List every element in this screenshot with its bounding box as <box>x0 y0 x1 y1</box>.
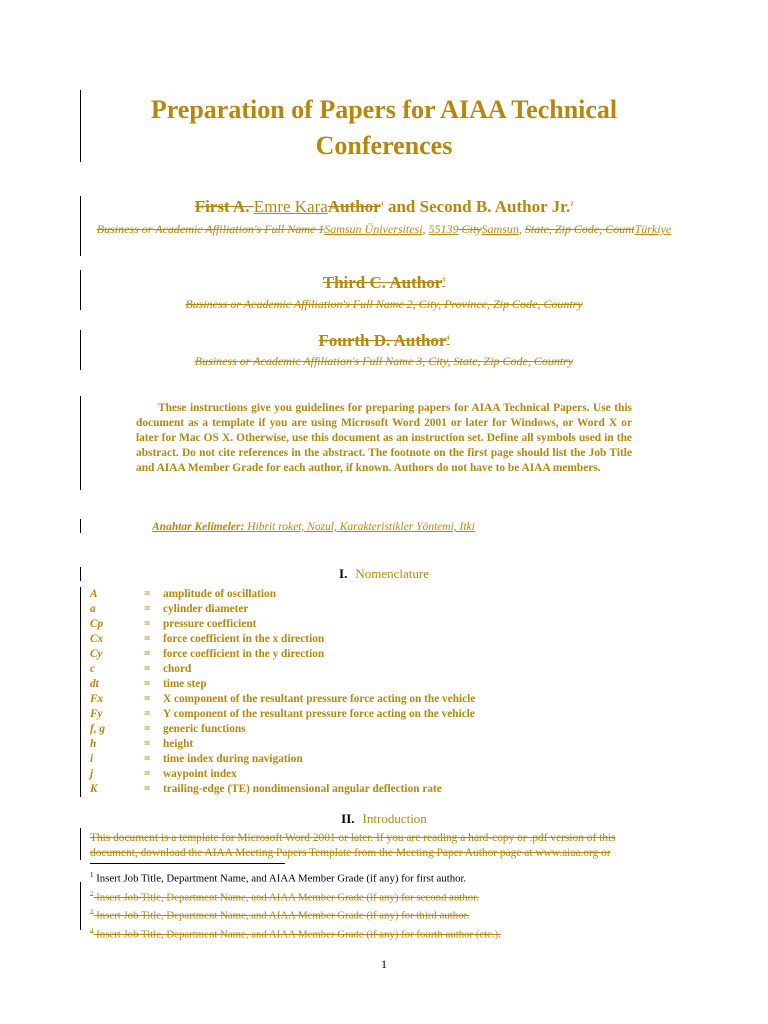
nomenclature-eq: = <box>144 693 151 705</box>
nomenclature-sym: K <box>90 783 98 795</box>
nomenclature-eq: = <box>144 753 151 765</box>
affil-inserted: 55139 <box>428 222 459 236</box>
nomenclature-eq: = <box>144 663 151 675</box>
author-sup: 3 <box>442 277 446 284</box>
section-label: Nomenclature <box>355 566 429 581</box>
change-bar <box>80 90 81 162</box>
footnote-text: Insert Job Title, Department Name, and AIAA Member Grade (if any) for first author. <box>93 872 467 885</box>
change-bar <box>80 567 81 581</box>
affil-inserted: Samsun Üniversitesi <box>324 222 423 236</box>
nomenclature-row <box>90 602 650 617</box>
section-number: II. <box>341 811 355 826</box>
keywords <box>152 521 475 533</box>
affil-struck: City <box>458 222 482 236</box>
change-bar <box>80 519 81 533</box>
nomenclature-sym: Cp <box>90 618 104 630</box>
page-number: 1 <box>381 957 387 971</box>
affil-inserted: Samsun <box>481 222 519 236</box>
nomenclature-eq: = <box>144 633 151 645</box>
section-label: Introduction <box>362 811 427 826</box>
affil-sep: , <box>518 222 525 236</box>
nomenclature-row <box>90 782 650 797</box>
affiliation-3: Business or Academic Affiliation's Full Name 2, City, Province, Zip Code, Country <box>185 297 583 311</box>
nomenclature-def: chord <box>163 663 192 675</box>
nomenclature-eq: = <box>144 708 151 720</box>
keywords-label: Anahtar Kelimeler: <box>152 521 245 533</box>
nomenclature-sym: a <box>90 603 96 615</box>
nomenclature-def: waypoint index <box>163 768 237 780</box>
change-bar <box>80 396 81 490</box>
footnote-text: Insert Job Title, Department Name, and AIAA Member Grade (if any) for second author. <box>93 891 479 904</box>
change-bar <box>80 196 81 256</box>
footnotes <box>90 868 501 942</box>
nomenclature-def: Y component of the resultant pressure force acting on the vehicle <box>163 708 475 720</box>
author-inserted: Emre Kara <box>253 197 328 216</box>
affil-inserted: Türkiye <box>634 222 672 236</box>
footnote-number: 2 <box>90 889 94 898</box>
change-bar <box>80 270 81 310</box>
author-struck: Author <box>327 197 381 216</box>
author-struck: First A. <box>194 197 254 216</box>
footnote <box>90 924 501 943</box>
affil-struck: State, Zip Code, Count <box>524 222 635 236</box>
nomenclature-sym: Fy <box>90 708 103 720</box>
author-line-1 <box>90 197 678 217</box>
nomenclature-row <box>90 752 650 767</box>
affiliation-4: Business or Academic Affiliation's Full Name 3, City, State, Zip Code, Country <box>194 354 574 368</box>
footnote <box>90 887 501 906</box>
nomenclature-row <box>90 617 650 632</box>
author-sup: 2 <box>570 201 574 208</box>
intro-line: document, download the AIAA Meeting Papers Template from the Meeting Paper Author page at www.aiaa.org or <box>90 847 611 859</box>
nomenclature-eq: = <box>144 783 151 795</box>
nomenclature-row <box>90 737 650 752</box>
section-heading-introduction <box>90 811 678 827</box>
nomenclature-eq: = <box>144 678 151 690</box>
nomenclature-sym: f, g <box>90 723 106 735</box>
nomenclature-eq: = <box>144 588 151 600</box>
nomenclature-sym: h <box>90 738 97 750</box>
author-fourth: Fourth D. Author <box>318 331 447 350</box>
intro-line: This document is a template for Microsoft Word 2001 or later. If you are reading a hard-copy or .pdf version of this <box>90 832 616 844</box>
nomenclature-eq: = <box>144 603 151 615</box>
nomenclature-row <box>90 722 650 737</box>
nomenclature-sym: Cy <box>90 648 103 660</box>
nomenclature-def: X component of the resultant pressure force acting on the vehicle <box>163 693 476 705</box>
author-line-3 <box>90 273 678 293</box>
nomenclature-row <box>90 677 650 692</box>
footnote-text: Insert Job Title, Department Name, and AIAA Member Grade (if any) for fourth author (etc.). <box>93 928 501 941</box>
nomenclature-row <box>90 632 650 647</box>
footnote <box>90 868 501 887</box>
section-heading-nomenclature <box>90 566 678 582</box>
change-bar <box>80 828 81 860</box>
nomenclature-def: time step <box>163 678 207 690</box>
nomenclature-row <box>90 587 650 602</box>
nomenclature-def: force coefficient in the x direction <box>163 633 325 645</box>
footnote-number: 4 <box>90 926 94 935</box>
nomenclature-row <box>90 707 650 722</box>
abstract: These instructions give you guidelines for preparing papers for AIAA Technical Papers. Use this document as a template if you are using Microsoft Word 2001 or later for Windows, or Word X or later for Mac OS X. Otherwise, use this document as an instruction set. Define all symbols used in the abstract. Do not cite references in the abstract. The footnote on the first page should list the Job Title and AIAA Member Grade for each author, if known. Authors do not have to be AIAA members. <box>136 402 632 474</box>
nomenclature-row <box>90 647 650 662</box>
nomenclature-sym: c <box>90 663 96 675</box>
nomenclature-eq: = <box>144 768 151 780</box>
affiliation-1 <box>90 220 678 239</box>
nomenclature-sym: j <box>90 768 94 780</box>
nomenclature-eq: = <box>144 723 151 735</box>
nomenclature-list <box>90 587 650 797</box>
author-sup: 1 <box>380 201 384 208</box>
author-line-4 <box>90 331 678 351</box>
footnote-text: Insert Job Title, Department Name, and AIAA Member Grade (if any) for third author. <box>93 909 470 922</box>
nomenclature-sym: Cx <box>90 633 104 645</box>
section-number: I. <box>339 566 348 581</box>
nomenclature-sym: A <box>90 588 98 600</box>
keywords-text: Hibrit roket, Nozul, Karakteristikler Yöntemi, Itki <box>244 521 475 533</box>
change-bar <box>80 882 81 930</box>
nomenclature-eq: = <box>144 618 151 630</box>
nomenclature-def: amplitude of oscillation <box>163 588 276 600</box>
nomenclature-eq: = <box>144 738 151 750</box>
affil-sep: , <box>422 222 429 236</box>
footnote-number: 3 <box>90 908 94 917</box>
nomenclature-row <box>90 767 650 782</box>
nomenclature-sym: Fx <box>90 693 104 705</box>
nomenclature-sym: dt <box>90 678 99 690</box>
footnote-rule <box>90 863 285 864</box>
nomenclature-def: force coefficient in the y direction <box>163 648 325 660</box>
nomenclature-def: height <box>163 738 194 750</box>
nomenclature-row <box>90 662 650 677</box>
change-bar <box>80 587 81 797</box>
footnote-number: 1 <box>90 871 94 879</box>
nomenclature-row <box>90 692 650 707</box>
nomenclature-sym: i <box>90 753 94 765</box>
nomenclature-def: trailing-edge (TE) nondimensional angular deflection rate <box>163 783 442 795</box>
nomenclature-def: cylinder diameter <box>163 603 249 615</box>
introduction-text <box>90 831 678 861</box>
nomenclature-def: time index during navigation <box>163 753 303 765</box>
footnote <box>90 905 501 924</box>
change-bar <box>80 330 81 370</box>
nomenclature-def: generic functions <box>163 723 246 735</box>
author-third: Third C. Author <box>322 273 443 292</box>
paper-title: Preparation of Papers for AIAA Technical Conferences <box>150 95 618 160</box>
nomenclature-def: pressure coefficient <box>163 618 257 630</box>
nomenclature-eq: = <box>144 648 151 660</box>
author-second: and Second B. Author Jr. <box>383 197 571 216</box>
author-sup: 4 <box>446 335 450 342</box>
affil-struck: Business or Academic Affiliation's Full Name 1 <box>96 222 325 236</box>
